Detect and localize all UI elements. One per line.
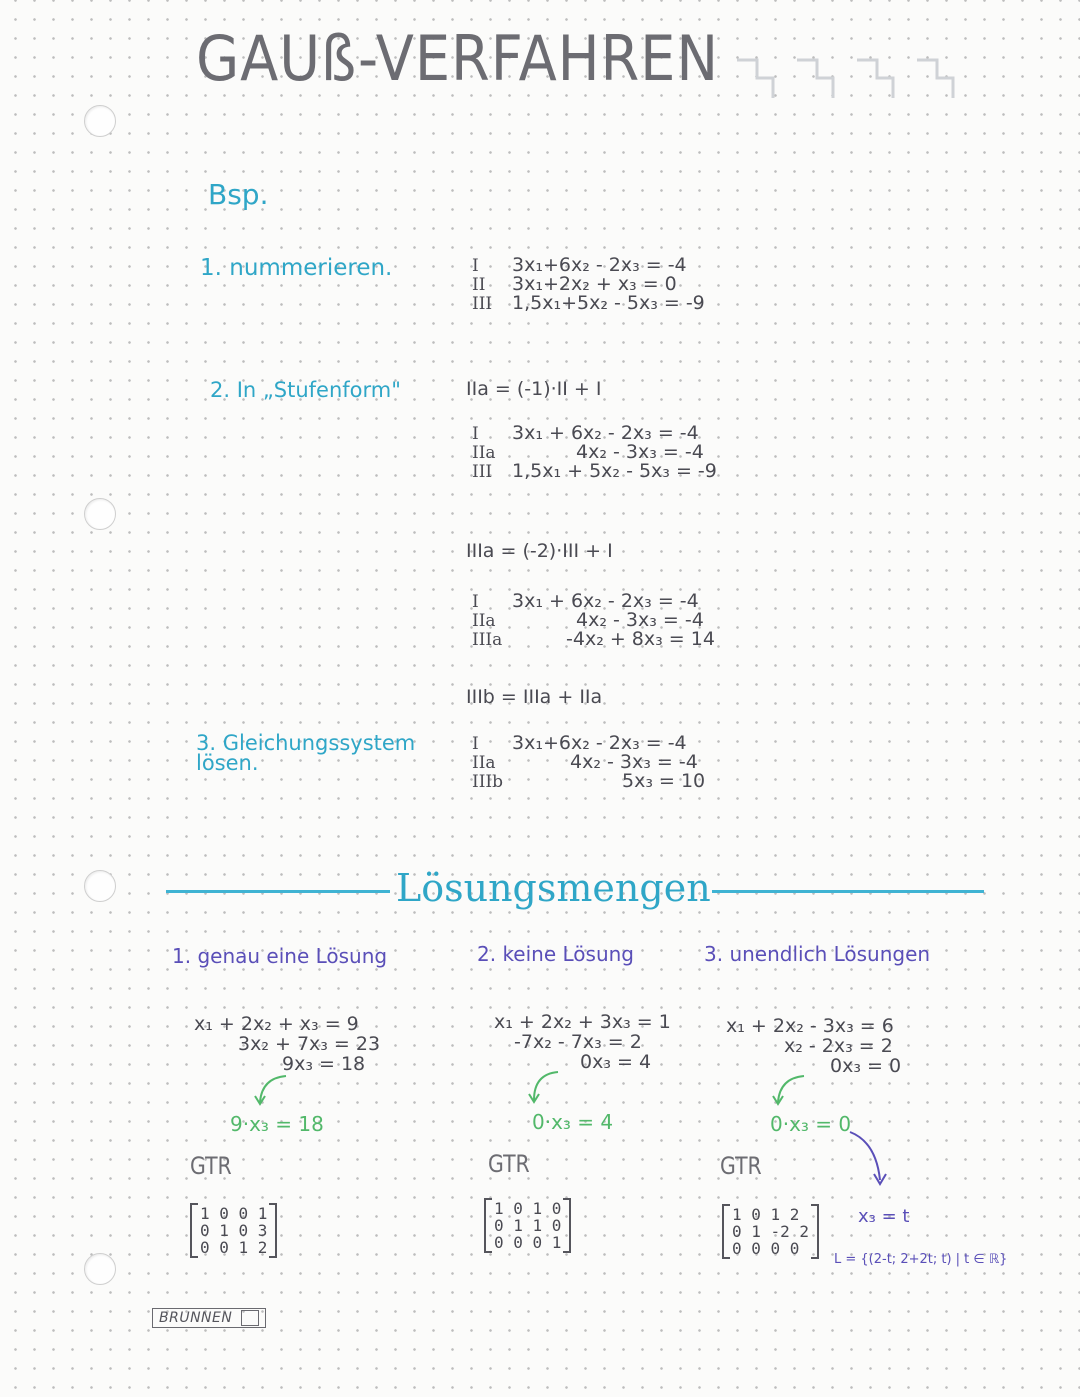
equation-system-3: [472, 592, 715, 649]
case-2-matrix: [484, 1198, 571, 1253]
step-3-label: 3. Gleichungssystem lösen.: [196, 731, 416, 775]
row-label: I: [472, 256, 479, 276]
brand-logo: [152, 1308, 266, 1328]
case-3-note: 0·x₃ = 0: [770, 1112, 852, 1136]
case-1-matrix: [190, 1203, 277, 1258]
row-label: III: [472, 462, 493, 482]
divider-line-left: [166, 890, 390, 893]
punch-hole: [84, 870, 116, 902]
equation: 3x₁+2x₂ + x₃ = 0: [512, 273, 677, 295]
row-label: I: [472, 734, 479, 754]
matrix-row: 1 0 0 1: [200, 1204, 268, 1223]
row-operation-3: IIIb = IIIa + IIa: [466, 686, 603, 708]
row-label: II: [472, 275, 486, 295]
punch-hole: [84, 1253, 116, 1285]
step-1-label: 1. nummerieren.: [200, 255, 393, 281]
arrow-icon: [770, 1072, 810, 1112]
case-3-heading: 3. unendlich Lösungen: [704, 942, 931, 966]
equation: x₁ + 2x₂ + 3x₃ = 1: [494, 1011, 671, 1033]
row-label: I: [472, 592, 479, 612]
equation: -4x₂ + 8x₃ = 14: [566, 628, 715, 650]
case-2-note: 0·x₃ = 4: [532, 1110, 614, 1134]
row-label: III: [472, 294, 493, 314]
step-2-label: 2. In „Stufenform": [210, 378, 401, 402]
equation-system-1: [472, 256, 705, 313]
arrow-icon: [846, 1128, 896, 1194]
row-label: IIa: [472, 611, 496, 631]
case-3-matrix: [722, 1204, 819, 1259]
row-operation-1: IIa = (-1)·II + I: [466, 378, 602, 400]
equation-system-4: [472, 734, 705, 791]
equation: 9x₃ = 18: [282, 1053, 366, 1075]
arrow-icon: [252, 1072, 292, 1112]
page-title: GAUß-VERFAHREN: [196, 22, 719, 95]
brand-mark-icon: [241, 1310, 259, 1326]
equation: 4x₂ - 3x₃ = -4: [576, 441, 704, 463]
matrix-row: 1 0 1 2: [732, 1205, 800, 1224]
case-2-heading: 2. keine Lösung: [477, 942, 635, 966]
row-label: I: [472, 424, 479, 444]
case-2-equations: [494, 1012, 671, 1072]
matrix-row: 0 1 0 3: [200, 1221, 268, 1240]
divider-line-right: [712, 890, 984, 893]
matrix-row: 0 0 0 0: [732, 1239, 800, 1258]
equation: 5x₃ = 10: [622, 770, 706, 792]
row-operation-2: IIIa = (-2)·III + I: [466, 540, 613, 562]
equation-system-2: [472, 424, 717, 481]
equation: 3x₂ + 7x₃ = 23: [238, 1033, 381, 1055]
equation: 3x₁ + 6x₂ - 2x₃ = -4: [512, 590, 699, 612]
example-label: Bsp.: [208, 178, 269, 211]
equation: 3x₁+6x₂ - 2x₃ = -4: [512, 254, 687, 276]
case-2-gtr-label: GTR: [488, 1150, 530, 1178]
matrix-row: 0 0 1 2: [200, 1238, 268, 1257]
punch-hole: [84, 498, 116, 530]
row-label: IIIa: [472, 630, 503, 650]
case-1-equations: [194, 1014, 380, 1074]
equation: 4x₂ - 3x₃ = -4: [570, 751, 698, 773]
matrix-row: 1 0 1 0: [494, 1199, 562, 1218]
equation: -7x₂ - 7x₃ = 2: [514, 1031, 642, 1053]
case-3-solution-set: L = {(2-t; 2+2t; t) | t ∈ ℝ}: [834, 1252, 1008, 1267]
row-label: IIa: [472, 753, 496, 773]
matrix-row: 0 1 1 0: [494, 1216, 562, 1235]
matrix-row: 0 0 0 1: [494, 1233, 562, 1252]
equation: 3x₁ + 6x₂ - 2x₃ = -4: [512, 422, 699, 444]
case-1-gtr-label: GTR: [190, 1152, 232, 1180]
equation: x₂ - 2x₃ = 2: [784, 1035, 893, 1057]
case-3-parameter: x₃ = t: [858, 1206, 910, 1227]
row-label: IIa: [472, 443, 496, 463]
case-3-gtr-label: GTR: [720, 1152, 762, 1180]
equation: 0x₃ = 0: [830, 1055, 902, 1077]
brand-name: BRUNNEN: [159, 1310, 233, 1326]
equation: x₁ + 2x₂ - 3x₃ = 6: [726, 1015, 894, 1037]
case-3-equations: [726, 1016, 901, 1076]
punch-hole: [84, 105, 116, 137]
staircase-decoration: [735, 50, 985, 105]
matrix-row: 0 1 -2 2: [732, 1222, 810, 1241]
case-1-heading: 1. genau eine Lösung: [172, 944, 388, 968]
case-1-note: 9·x₃ = 18: [230, 1112, 324, 1136]
equation: x₁ + 2x₂ + x₃ = 9: [194, 1013, 359, 1035]
row-label: IIIb: [472, 772, 504, 792]
equation: 0x₃ = 4: [580, 1051, 652, 1073]
equation: 3x₁+6x₂ - 2x₃ = -4: [512, 732, 687, 754]
equation: 1,5x₁ + 5x₂ - 5x₃ = -9: [512, 460, 717, 482]
equation: 4x₂ - 3x₃ = -4: [576, 609, 704, 631]
equation: 1,5x₁+5x₂ - 5x₃ = -9: [512, 292, 705, 314]
section-title: Lösungsmengen: [396, 866, 711, 910]
arrow-icon: [524, 1068, 564, 1110]
